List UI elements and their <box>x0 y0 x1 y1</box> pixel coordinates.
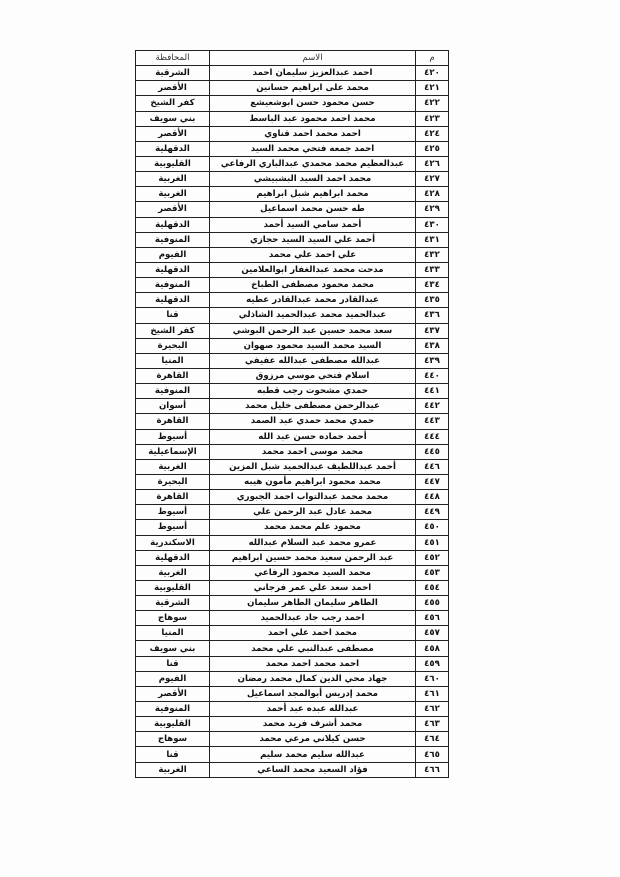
table-row <box>136 81 449 96</box>
governorate-cell: الشرقية <box>136 596 210 611</box>
governorate-cell: قنا <box>136 656 210 671</box>
table-row <box>136 126 449 141</box>
name-cell: محمد ابراهيم شبل ابراهيم <box>210 187 416 202</box>
governorate-cell: القليوبية <box>136 156 210 171</box>
number-cell: ٤٢٢ <box>416 96 449 111</box>
number-cell: ٤٢٤ <box>416 126 449 141</box>
number-cell: ٤٣٠ <box>416 217 449 232</box>
number-cell: ٤٤٩ <box>416 505 449 520</box>
number-cell: ٤٤٧ <box>416 474 449 489</box>
governorate-cell: الشرقية <box>136 66 210 81</box>
name-cell: محمد محمود مصطفى الطباخ <box>210 278 416 293</box>
table-row <box>136 641 449 656</box>
table-row <box>136 278 449 293</box>
name-cell: محمد احمد السيد البشبيشي <box>210 172 416 187</box>
governorate-cell: قنا <box>136 747 210 762</box>
number-cell: ٤٥٦ <box>416 611 449 626</box>
number-cell: ٤٢٨ <box>416 187 449 202</box>
governorate-cell: المنوفية <box>136 702 210 717</box>
table-row <box>136 535 449 550</box>
number-cell: ٤٣٩ <box>416 353 449 368</box>
number-cell: ٤٦١ <box>416 686 449 701</box>
name-cell: أحمد علي السيد السيد حجازي <box>210 232 416 247</box>
table-row <box>136 262 449 277</box>
governorate-cell: المنوفية <box>136 278 210 293</box>
name-cell: عبدالرحمن مصطفى خليل محمد <box>210 399 416 414</box>
governorate-cell: بني سويف <box>136 111 210 126</box>
governorate-cell: الأقصر <box>136 202 210 217</box>
header-number: م <box>416 51 449 66</box>
number-cell: ٤٣٣ <box>416 262 449 277</box>
table-row <box>136 596 449 611</box>
governorate-cell: الغربية <box>136 187 210 202</box>
number-cell: ٤٣٥ <box>416 293 449 308</box>
table-row <box>136 141 449 156</box>
name-cell: محمد على ابراهيم حسانين <box>210 81 416 96</box>
table-row <box>136 656 449 671</box>
governorate-cell: الغربية <box>136 565 210 580</box>
name-cell: علي احمد علي محمد <box>210 247 416 262</box>
table-row <box>136 429 449 444</box>
table-row <box>136 550 449 565</box>
table-row <box>136 717 449 732</box>
name-cell: عبدالله عبده عبد أحمد <box>210 702 416 717</box>
table-row <box>136 338 449 353</box>
table-row <box>136 474 449 489</box>
governorate-cell: الدقهلية <box>136 293 210 308</box>
name-cell: عمرو محمد عبد السلام عبدالله <box>210 535 416 550</box>
table-row <box>136 96 449 111</box>
table-row <box>136 686 449 701</box>
name-cell: محمد محمود ابراهيم مأمون هيبه <box>210 474 416 489</box>
name-cell: احمد رجب جاد عبدالحميد <box>210 611 416 626</box>
number-cell: ٤٤١ <box>416 384 449 399</box>
name-cell: احمد سعد علي عمر فرجاني <box>210 580 416 595</box>
name-cell: حمدي محمد حمدي عبد الصمد <box>210 414 416 429</box>
name-cell: محمد محمد عبدالتواب احمد الجبوري <box>210 490 416 505</box>
table-row <box>136 323 449 338</box>
name-cell: محمود علم محمد محمد <box>210 520 416 535</box>
name-cell: محمد أشرف فريد محمد <box>210 717 416 732</box>
table-row <box>136 399 449 414</box>
table-row <box>136 202 449 217</box>
table-row <box>136 66 449 81</box>
name-cell: عبدالقادر محمد عبدالقادر عطيه <box>210 293 416 308</box>
governorate-cell: الاسكندرية <box>136 535 210 550</box>
governorate-cell: القاهرة <box>136 490 210 505</box>
number-cell: ٤٤٥ <box>416 444 449 459</box>
governorate-cell: قنا <box>136 308 210 323</box>
governorate-cell: القاهرة <box>136 414 210 429</box>
governorate-cell: سوهاج <box>136 732 210 747</box>
governorate-cell: المنوفية <box>136 232 210 247</box>
number-cell: ٤٦٠ <box>416 671 449 686</box>
name-cell: احمد جمعه فتحي محمد السيد <box>210 141 416 156</box>
table-row <box>136 732 449 747</box>
number-cell: ٤٣٢ <box>416 247 449 262</box>
governorate-cell: أسوان <box>136 399 210 414</box>
governorate-cell: الأقصر <box>136 686 210 701</box>
roster-table <box>135 50 449 778</box>
governorate-cell: كفر الشيخ <box>136 323 210 338</box>
number-cell: ٤٥١ <box>416 535 449 550</box>
name-cell: حمدي مشحوت رجب قطبه <box>210 384 416 399</box>
header-name: الاسم <box>210 51 416 66</box>
name-cell: محمد السيد محمود الرفاعي <box>210 565 416 580</box>
table-row <box>136 353 449 368</box>
number-cell: ٤٤٨ <box>416 490 449 505</box>
table-row <box>136 671 449 686</box>
governorate-cell: كفر الشيخ <box>136 96 210 111</box>
table-row <box>136 611 449 626</box>
name-cell: محمد موسى احمد محمد <box>210 444 416 459</box>
number-cell: ٤٦٢ <box>416 702 449 717</box>
name-cell: حسن محمود حسن ابوشعيشع <box>210 96 416 111</box>
name-cell: حسن كيلاني مرعي محمد <box>210 732 416 747</box>
governorate-cell: المنيا <box>136 353 210 368</box>
number-cell: ٤٦٦ <box>416 762 449 777</box>
number-cell: ٤٥٥ <box>416 596 449 611</box>
number-cell: ٤٦٤ <box>416 732 449 747</box>
governorate-cell: القليوبية <box>136 580 210 595</box>
governorate-cell: البحيرة <box>136 338 210 353</box>
table-row <box>136 111 449 126</box>
governorate-cell: الفيوم <box>136 247 210 262</box>
table-row <box>136 232 449 247</box>
name-cell: أحمد عبداللطيف عبدالحميد شبل المزين <box>210 459 416 474</box>
table-row <box>136 444 449 459</box>
name-cell: طه حسن محمد اسماعيل <box>210 202 416 217</box>
number-cell: ٤٢٦ <box>416 156 449 171</box>
number-cell: ٤٥٣ <box>416 565 449 580</box>
number-cell: ٤٥٢ <box>416 550 449 565</box>
name-cell: احمد محمد احمد قناوي <box>210 126 416 141</box>
number-cell: ٤٥٨ <box>416 641 449 656</box>
governorate-cell: الإسماعيلية <box>136 444 210 459</box>
name-cell: عبدالله مصطفى عبدالله عفيفي <box>210 353 416 368</box>
table-row <box>136 747 449 762</box>
name-cell: محمد إدريس أبوالمجد اسماعيل <box>210 686 416 701</box>
number-cell: ٤٥٩ <box>416 656 449 671</box>
table-row <box>136 505 449 520</box>
governorate-cell: أسيوط <box>136 520 210 535</box>
number-cell: ٤٤٣ <box>416 414 449 429</box>
governorate-cell: الفيوم <box>136 671 210 686</box>
table-row <box>136 626 449 641</box>
governorate-cell: أسيوط <box>136 505 210 520</box>
table-row <box>136 187 449 202</box>
name-cell: أحمد حماده حسن عبد الله <box>210 429 416 444</box>
roster-body <box>136 66 449 778</box>
name-cell: عبدالله سليم محمد سليم <box>210 747 416 762</box>
table-row <box>136 520 449 535</box>
header-row <box>136 51 449 66</box>
name-cell: مدحت محمد عبدالغفار ابوالعلامين <box>210 262 416 277</box>
number-cell: ٤٥٤ <box>416 580 449 595</box>
name-cell: جهاد محي الدين كمال محمد رمضان <box>210 671 416 686</box>
name-cell: عبدالحميد محمد عبدالحميد الشاذلي <box>210 308 416 323</box>
table-row <box>136 293 449 308</box>
name-cell: فؤاد السعيد محمد الساعي <box>210 762 416 777</box>
name-cell: مصطفى عبدالنبي علي محمد <box>210 641 416 656</box>
number-cell: ٤٢٥ <box>416 141 449 156</box>
name-cell: أحمد سامي السيد أحمد <box>210 217 416 232</box>
governorate-cell: البحيرة <box>136 474 210 489</box>
number-cell: ٤٤٤ <box>416 429 449 444</box>
number-cell: ٤٦٥ <box>416 747 449 762</box>
number-cell: ٤٥٧ <box>416 626 449 641</box>
number-cell: ٤٢٧ <box>416 172 449 187</box>
name-cell: اسلام فتحي موسي مرزوق <box>210 368 416 383</box>
number-cell: ٤٣١ <box>416 232 449 247</box>
table-row <box>136 490 449 505</box>
governorate-cell: القاهرة <box>136 368 210 383</box>
number-cell: ٤٣٦ <box>416 308 449 323</box>
name-cell: محمد احمد علي احمد <box>210 626 416 641</box>
table-row <box>136 156 449 171</box>
name-cell: سعد محمد حسين عبد الرحمن البوشي <box>210 323 416 338</box>
governorate-cell: الغربية <box>136 762 210 777</box>
name-cell: محمد احمد محمود عبد الباسط <box>210 111 416 126</box>
number-cell: ٤٤٦ <box>416 459 449 474</box>
header-governorate: المحافظة <box>136 51 210 66</box>
number-cell: ٤٢١ <box>416 81 449 96</box>
number-cell: ٤٦٣ <box>416 717 449 732</box>
table-row <box>136 172 449 187</box>
table-row <box>136 247 449 262</box>
table-row <box>136 384 449 399</box>
governorate-cell: الغربية <box>136 459 210 474</box>
table-row <box>136 762 449 777</box>
name-cell: الطاهر سليمان الطاهر سليمان <box>210 596 416 611</box>
governorate-cell: بني سويف <box>136 641 210 656</box>
number-cell: ٤٢٣ <box>416 111 449 126</box>
governorate-cell: الأقصر <box>136 81 210 96</box>
table-row <box>136 308 449 323</box>
number-cell: ٤٤٠ <box>416 368 449 383</box>
governorate-cell: الأقصر <box>136 126 210 141</box>
table-row <box>136 217 449 232</box>
table-row <box>136 702 449 717</box>
table-row <box>136 414 449 429</box>
governorate-cell: سوهاج <box>136 611 210 626</box>
governorate-cell: القليوبية <box>136 717 210 732</box>
governorate-cell: المنوفية <box>136 384 210 399</box>
name-cell: عبد الرحمن سعيد محمد حسين ابراهيم <box>210 550 416 565</box>
number-cell: ٤٢٠ <box>416 66 449 81</box>
governorate-cell: الدقهلية <box>136 217 210 232</box>
number-cell: ٤٤٢ <box>416 399 449 414</box>
number-cell: ٤٥٠ <box>416 520 449 535</box>
name-cell: عبدالعظيم محمد محمدي عبدالباري الرفاعي <box>210 156 416 171</box>
table-row <box>136 459 449 474</box>
number-cell: ٤٢٩ <box>416 202 449 217</box>
name-cell: احمد محمد احمد محمد <box>210 656 416 671</box>
governorate-cell: الدقهلية <box>136 141 210 156</box>
name-cell: السيد محمد السيد محمود صهوان <box>210 338 416 353</box>
governorate-cell: المنيا <box>136 626 210 641</box>
number-cell: ٤٣٨ <box>416 338 449 353</box>
governorate-cell: أسيوط <box>136 429 210 444</box>
governorate-cell: الدقهلية <box>136 550 210 565</box>
number-cell: ٤٣٧ <box>416 323 449 338</box>
name-cell: احمد عبدالعزيز سليمان احمد <box>210 66 416 81</box>
governorate-cell: الدقهلية <box>136 262 210 277</box>
table-row <box>136 368 449 383</box>
number-cell: ٤٣٤ <box>416 278 449 293</box>
name-cell: محمد عادل عبد الرحمن علي <box>210 505 416 520</box>
table-row <box>136 565 449 580</box>
governorate-cell: الغربية <box>136 172 210 187</box>
table-row <box>136 580 449 595</box>
